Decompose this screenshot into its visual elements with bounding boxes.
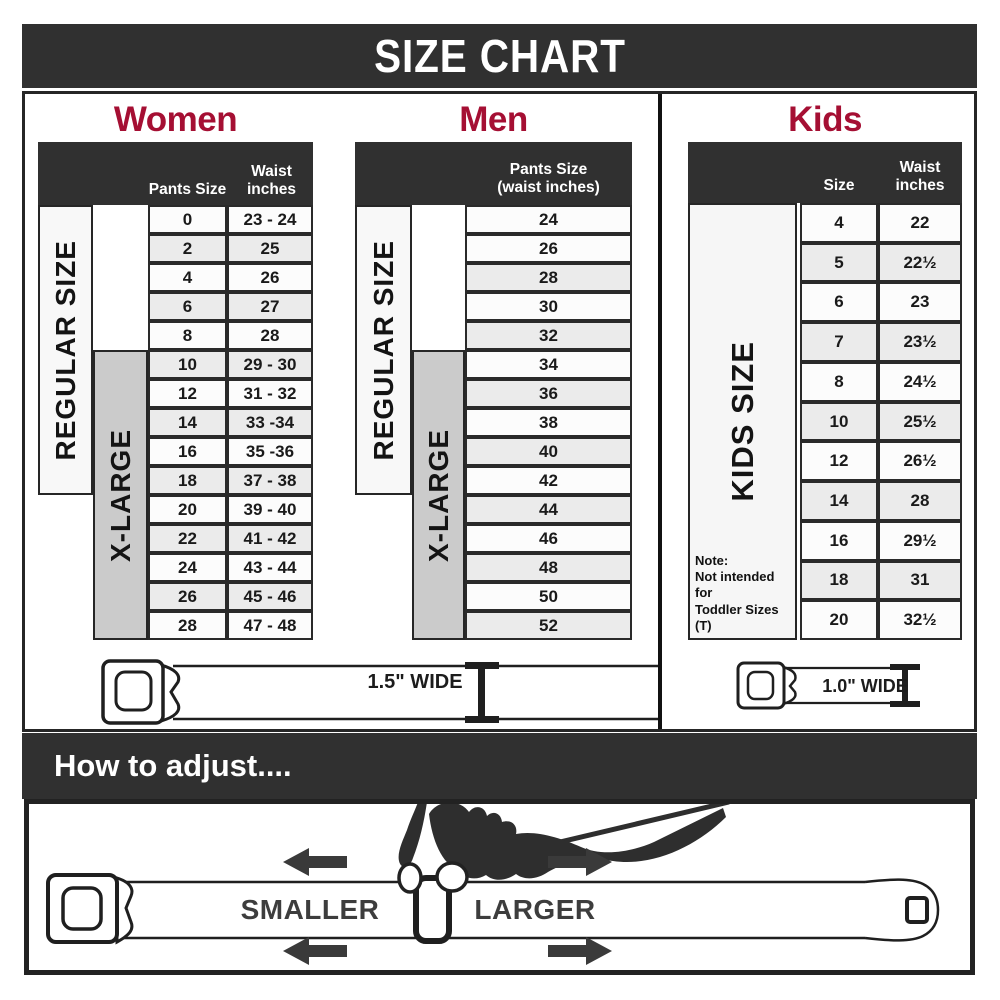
table-row — [148, 524, 313, 553]
size-cell: 4 — [800, 203, 878, 243]
pants-size-cell: 34 — [465, 350, 632, 379]
women-xlarge-band — [93, 350, 148, 640]
size-cell: 12 — [800, 441, 878, 481]
pants-size-cell: 6 — [148, 292, 227, 321]
pants-size-cell: 0 — [148, 205, 227, 234]
kids-size-band — [688, 203, 797, 640]
size-cell: 10 — [800, 402, 878, 442]
larger-label: LARGER — [474, 894, 596, 925]
table-row — [148, 582, 313, 611]
men-xlarge-band — [412, 350, 465, 640]
table-row — [800, 441, 962, 481]
smaller-label: SMALLER — [240, 894, 380, 925]
pants-size-cell: 48 — [465, 553, 632, 582]
waist-cell: 47 - 48 — [227, 611, 313, 640]
pants-size-cell: 18 — [148, 466, 227, 495]
size-cell: 20 — [800, 600, 878, 640]
waist-cell: 23½ — [878, 322, 962, 362]
pants-size-cell: 40 — [465, 437, 632, 466]
size-cell: 18 — [800, 561, 878, 601]
size-cell: 8 — [800, 362, 878, 402]
hand-illustration — [399, 804, 726, 892]
size-cell: 16 — [800, 521, 878, 561]
size-cell: 14 — [800, 481, 878, 521]
waist-cell: 41 - 42 — [227, 524, 313, 553]
page-title: SIZE CHART — [373, 30, 626, 82]
men-table-header — [355, 142, 632, 205]
men-regular-size-band — [355, 205, 412, 495]
table-row — [800, 282, 962, 322]
table-row — [148, 611, 313, 640]
waist-cell: 26 — [227, 263, 313, 292]
size-cell: 7 — [800, 322, 878, 362]
waist-cell: 25 — [227, 234, 313, 263]
waist-cell: 25½ — [878, 402, 962, 442]
pants-size-cell: 52 — [465, 611, 632, 640]
pants-size-cell: 36 — [465, 379, 632, 408]
size-tables-panel — [22, 91, 977, 732]
women-regular-size-band — [38, 205, 93, 495]
men-col-pants-size: Pants Size (waist inches) — [497, 161, 600, 197]
waist-cell: 22 — [878, 203, 962, 243]
kids-table-header — [688, 142, 962, 203]
table-row — [148, 321, 313, 350]
waist-cell: 23 — [878, 282, 962, 322]
kids-size-table — [800, 203, 962, 640]
table-row — [148, 553, 313, 582]
table-row — [465, 292, 632, 321]
waist-cell: 27 — [227, 292, 313, 321]
table-row — [465, 582, 632, 611]
waist-cell: 26½ — [878, 441, 962, 481]
table-row — [800, 203, 962, 243]
pants-size-cell: 28 — [465, 263, 632, 292]
table-row — [148, 263, 313, 292]
kids-belt-width-label: 1.0" WIDE — [822, 676, 908, 696]
table-row — [465, 524, 632, 553]
adjust-belt-illustration — [29, 804, 970, 970]
women-regular-size-label: REGULAR SIZE — [49, 239, 81, 461]
table-row — [800, 402, 962, 442]
pants-size-cell: 26 — [465, 234, 632, 263]
table-row — [465, 611, 632, 640]
table-row — [148, 437, 313, 466]
table-row — [800, 362, 962, 402]
pants-size-cell: 46 — [465, 524, 632, 553]
pants-size-cell: 8 — [148, 321, 227, 350]
waist-cell: 31 - 32 — [227, 379, 313, 408]
table-row — [800, 481, 962, 521]
women-col-pants-size: Pants Size — [148, 181, 227, 199]
waist-cell: 32½ — [878, 600, 962, 640]
table-row — [465, 321, 632, 350]
table-row — [465, 437, 632, 466]
pants-size-cell: 16 — [148, 437, 227, 466]
kids-col-waist: Waist inches — [895, 159, 945, 195]
pants-size-cell: 28 — [148, 611, 227, 640]
table-row — [465, 350, 632, 379]
table-row — [148, 466, 313, 495]
table-row — [800, 243, 962, 283]
table-row — [465, 263, 632, 292]
men-heading: Men — [459, 100, 528, 139]
women-col-waist: Waist inches — [246, 163, 297, 199]
pants-size-cell: 10 — [148, 350, 227, 379]
waist-cell: 28 — [227, 321, 313, 350]
men-size-table — [465, 205, 632, 640]
waist-cell: 35 -36 — [227, 437, 313, 466]
pants-size-cell: 24 — [148, 553, 227, 582]
table-row — [148, 408, 313, 437]
waist-cell: 22½ — [878, 243, 962, 283]
table-row — [800, 561, 962, 601]
waist-cell: 23 - 24 — [227, 205, 313, 234]
table-row — [465, 205, 632, 234]
table-row — [148, 292, 313, 321]
pants-size-cell: 30 — [465, 292, 632, 321]
pants-size-cell: 42 — [465, 466, 632, 495]
table-row — [148, 379, 313, 408]
kids-heading: Kids — [788, 100, 862, 139]
pants-size-cell: 26 — [148, 582, 227, 611]
pants-size-cell: 32 — [465, 321, 632, 350]
waist-cell: 33 -34 — [227, 408, 313, 437]
table-row — [465, 553, 632, 582]
table-row — [800, 600, 962, 640]
table-row — [148, 205, 313, 234]
women-heading: Women — [113, 100, 238, 139]
table-row — [148, 350, 313, 379]
table-row — [800, 521, 962, 561]
adult-belt-width-label: 1.5" WIDE — [367, 671, 463, 693]
size-cell: 5 — [800, 243, 878, 283]
table-row — [148, 234, 313, 263]
table-row — [800, 322, 962, 362]
kids-size-label: KIDS SIZE — [724, 341, 760, 502]
pants-size-cell: 44 — [465, 495, 632, 524]
pants-size-cell: 12 — [148, 379, 227, 408]
pants-size-cell: 4 — [148, 263, 227, 292]
table-row — [148, 495, 313, 524]
panel-divider — [658, 94, 662, 729]
waist-cell: 29 - 30 — [227, 350, 313, 379]
how-to-adjust-bar — [22, 733, 977, 799]
men-regular-size-label: REGULAR SIZE — [367, 239, 399, 461]
pants-size-cell: 38 — [465, 408, 632, 437]
size-cell: 6 — [800, 282, 878, 322]
pants-size-cell: 14 — [148, 408, 227, 437]
table-row — [465, 495, 632, 524]
men-xlarge-label: X-LARGE — [422, 428, 454, 562]
women-size-table — [148, 205, 313, 640]
waist-cell: 45 - 46 — [227, 582, 313, 611]
waist-cell: 24½ — [878, 362, 962, 402]
waist-cell: 43 - 44 — [227, 553, 313, 582]
table-row — [465, 379, 632, 408]
pants-size-cell: 22 — [148, 524, 227, 553]
waist-cell: 31 — [878, 561, 962, 601]
pants-size-cell: 2 — [148, 234, 227, 263]
waist-cell: 29½ — [878, 521, 962, 561]
women-table-header — [38, 142, 313, 205]
title-bar — [22, 24, 977, 88]
pants-size-cell: 24 — [465, 205, 632, 234]
adjust-illustration-panel — [24, 799, 975, 975]
how-to-adjust-title: How to adjust.... — [54, 748, 292, 783]
belt-tip-hole — [907, 898, 927, 922]
table-row — [465, 234, 632, 263]
kids-col-size: Size — [823, 177, 855, 195]
pants-size-cell: 20 — [148, 495, 227, 524]
table-row — [465, 466, 632, 495]
pants-size-cell: 50 — [465, 582, 632, 611]
waist-cell: 39 - 40 — [227, 495, 313, 524]
waist-cell: 28 — [878, 481, 962, 521]
waist-cell: 37 - 38 — [227, 466, 313, 495]
toddler-note: Note: Not intended for Toddler Sizes (T) — [695, 552, 779, 633]
women-xlarge-label: X-LARGE — [104, 428, 136, 562]
table-row — [465, 408, 632, 437]
